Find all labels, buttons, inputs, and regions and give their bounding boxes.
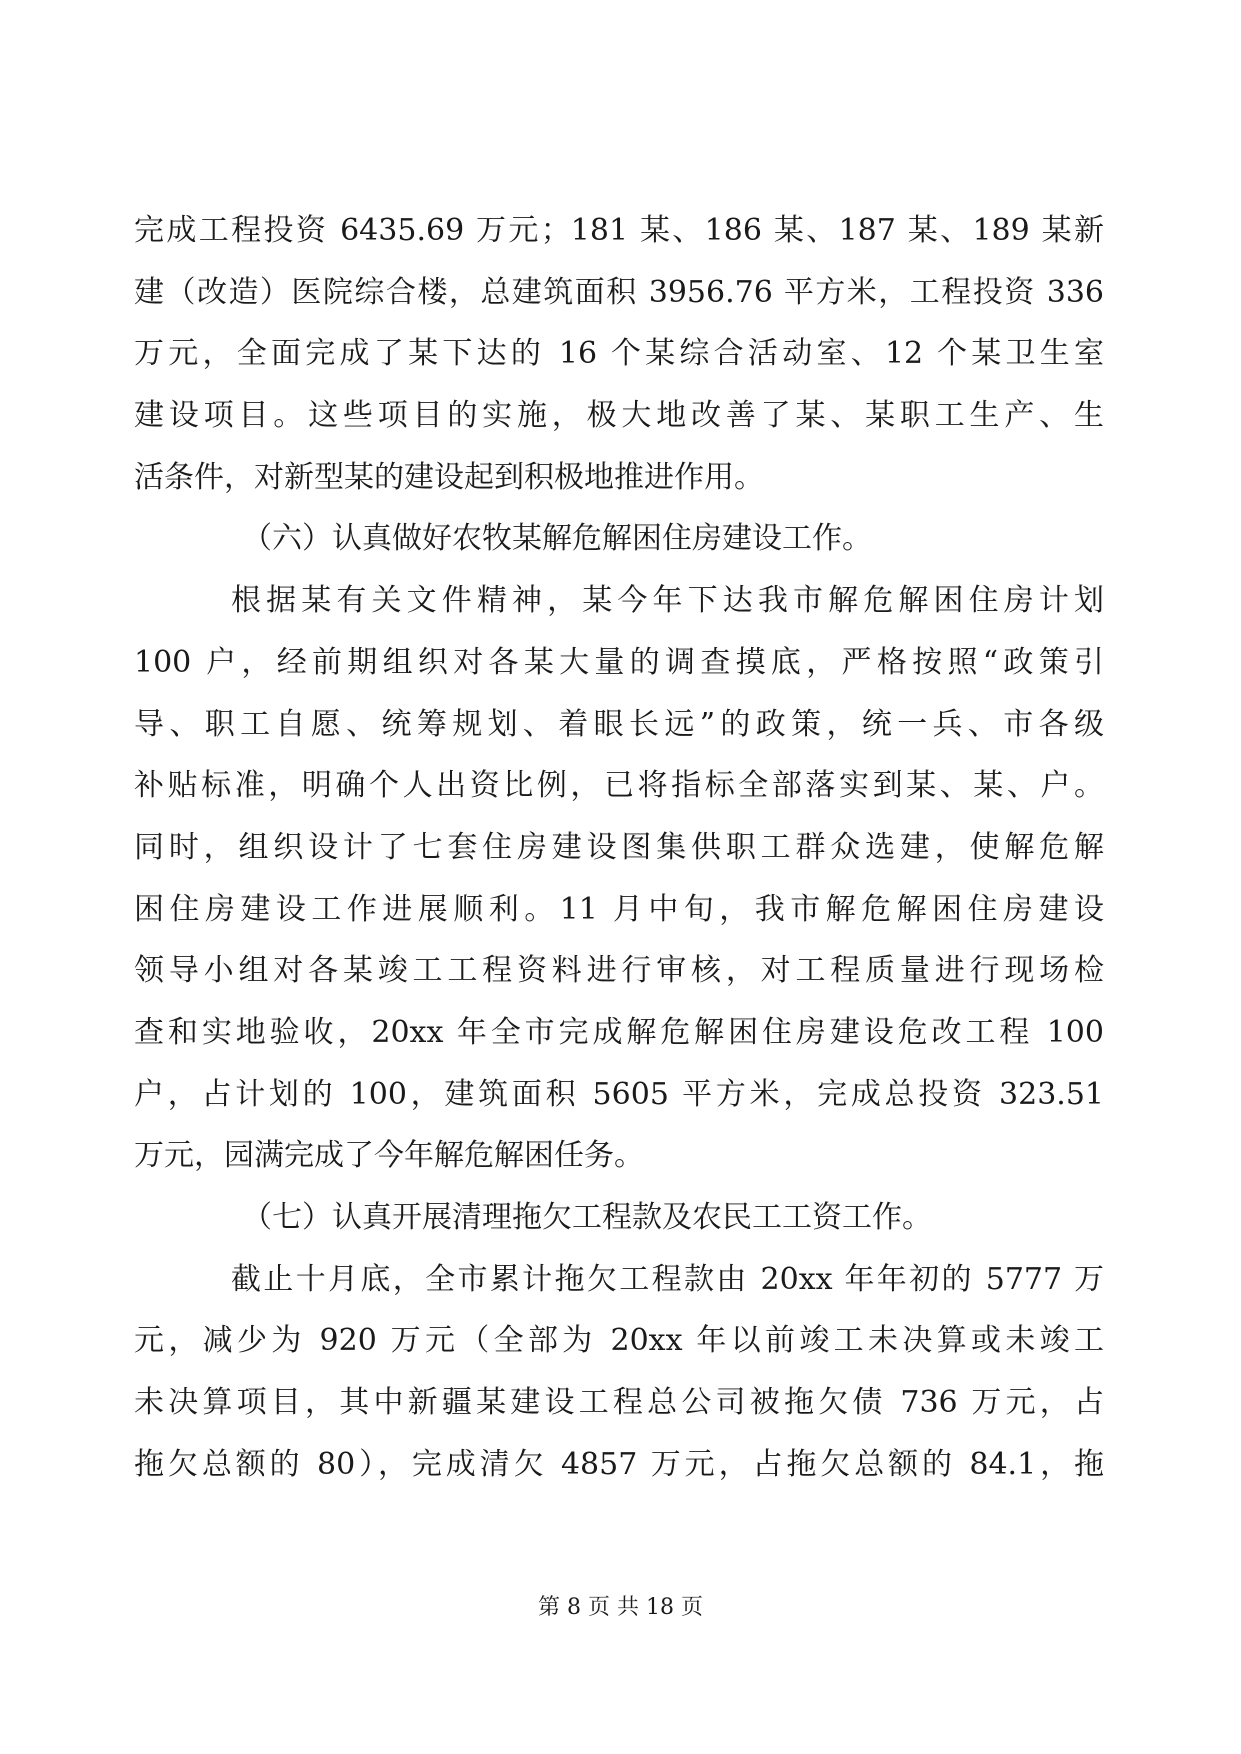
body-text — [134, 200, 1104, 1495]
text-line: 元，减少为 920 万元（全部为 20xx 年以前竣工未决算或未竣工 — [134, 1323, 1104, 1359]
text-line: 万元，园满完成了今年解危解困任务。 — [134, 1138, 644, 1174]
text-line: 建（改造）医院综合楼，总建筑面积 3956.76 平方米，工程投资 336 — [134, 274, 1104, 310]
text-line: 查和实地验收，20xx 年全市完成解危解困住房建设危改工程 100 — [134, 1014, 1104, 1050]
text-line: 万元，全面完成了某下达的 16 个某综合活动室、12 个某卫生室 — [134, 336, 1104, 372]
paragraph-first-line: 根据某有关文件精神，某今年下达我市解危解困住房计划 — [231, 583, 1104, 619]
section-heading: （六）认真做好农牧某解危解困住房建设工作。 — [242, 521, 872, 557]
text-line: 100 户，经前期组织对各某大量的调查摸底，严格按照“政策引 — [134, 644, 1104, 680]
section-heading: （七）认真开展清理拖欠工程款及农民工工资工作。 — [242, 1200, 932, 1235]
text-line: 建设项目。这些项目的实施，极大地改善了某、某职工生产、生 — [134, 398, 1104, 434]
text-line: 完成工程投资 6435.69 万元；181 某、186 某、187 某、189 某新 — [134, 213, 1104, 248]
text-line: 拖欠总额的 80），完成清欠 4857 万元，占拖欠总额的 84.1，拖 — [134, 1446, 1104, 1482]
text-line: 户，占计划的 100，建筑面积 5605 平方米，完成总投资 323.51 — [134, 1076, 1104, 1112]
paragraph-first-line: 截止十月底，全市累计拖欠工程款由 20xx 年年初的 5777 万 — [231, 1261, 1104, 1297]
page-number-footer: 第 8 页 共 18 页 — [538, 1595, 703, 1620]
text-line: 未决算项目，其中新疆某建设工程总公司被拖欠债 736 万元，占 — [134, 1385, 1104, 1421]
text-line: 领导小组对各某竣工工程资料进行审核，对工程质量进行现场检 — [134, 953, 1104, 989]
text-line: 同时，组织设计了七套住房建设图集供职工群众选建，使解危解 — [134, 829, 1104, 865]
text-line: 补贴标准，明确个人出资比例，已将指标全部落实到某、某、户。 — [134, 768, 1104, 804]
text-line: 困住房建设工作进展顺利。11 月中旬，我市解危解困住房建设 — [134, 891, 1104, 927]
text-line: 导、职工自愿、统筹规划、着眼长远”的政策，统一兵、市各级 — [134, 706, 1104, 742]
text-line: 活条件，对新型某的建设起到积极地推进作用。 — [134, 459, 764, 495]
